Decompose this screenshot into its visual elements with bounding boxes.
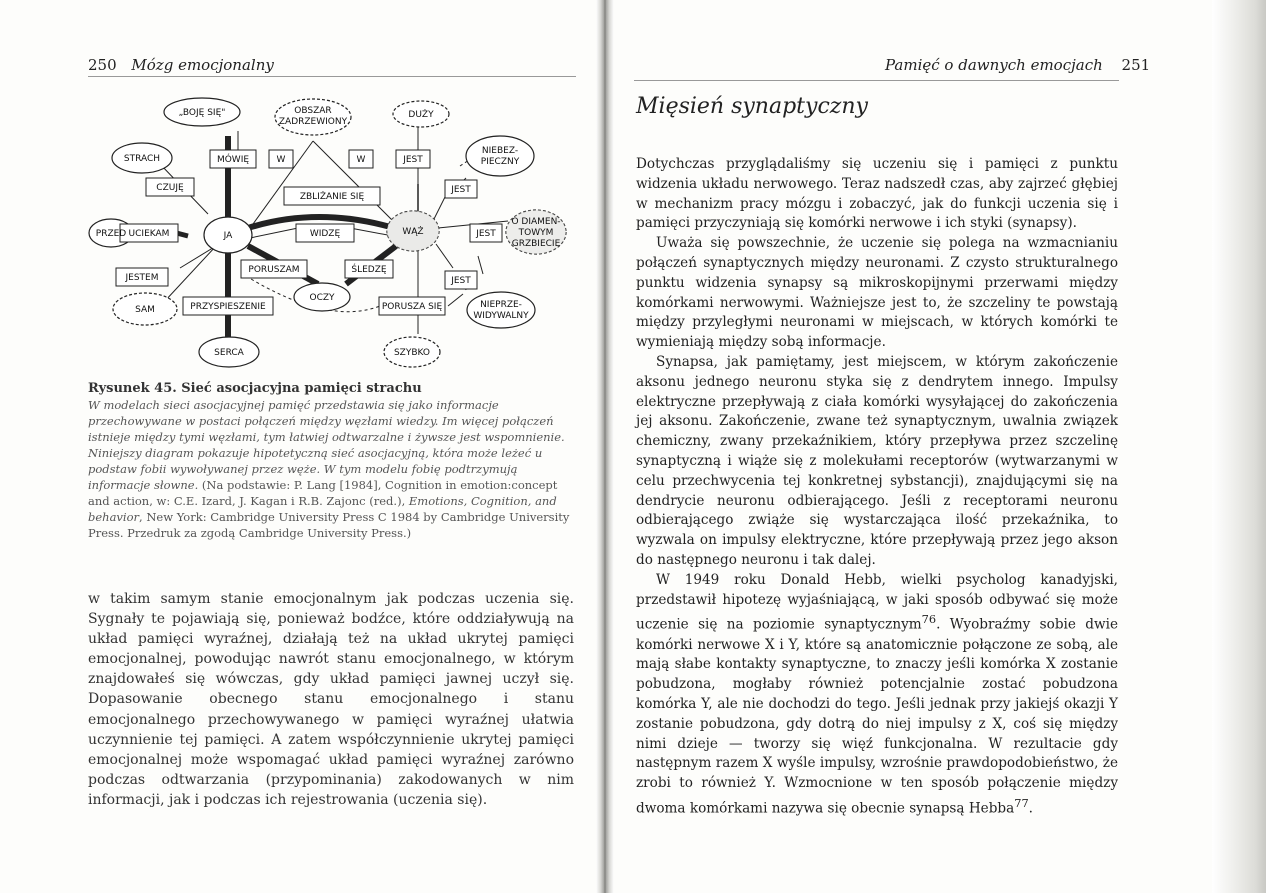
label-przyspieszenie: PRZYSPIESZENIE xyxy=(190,302,266,312)
label-jest-top: JEST xyxy=(403,155,423,165)
right-body-text xyxy=(636,155,1118,819)
label-sledze: ŚLEDZĘ xyxy=(351,265,387,275)
label-widze: WIDZĘ xyxy=(309,229,341,239)
label-sam: SAM xyxy=(135,305,155,315)
left-page-number: 250 xyxy=(88,56,117,74)
label-niebez-2: PIECZNY xyxy=(480,157,520,167)
label-diament-3: GRZBIECIE xyxy=(511,239,561,249)
paragraph-1: Dotychczas przyglądaliśmy się uczeniu się i pamięci z punktu widzenia układu nerwowego. Teraz nadszedł czas, aby zajrzeć głębiej w mechanizm pracy mózgu i zobaczyć, jak do funkcji uczenia się i pamięci przyczyniają się komórki nerwowe i ich styki (synapsy). xyxy=(636,156,1118,232)
caption-source-title: Emotions, Cognition, and behavior xyxy=(88,494,557,524)
label-ja: JA xyxy=(223,231,233,241)
node-nieprzewidywalny xyxy=(467,292,535,328)
label-przed: PRZED xyxy=(95,229,127,239)
paragraph-2: Uważa się powszechnie, że uczenie się polega na wzmacnianiu połączeń synaptycznych między neuronami. Z czysto strukturalnego punktu widzenia synapsy są mikroskopijnymi przerwami między komórkami nerwowymi. Ważniejsze jest to, że szczeliny te powstają między przyległymi neuronami w miejscach, w których komórki te wymieniają między sobą informacje. xyxy=(636,235,1118,351)
label-nieprze-2: WIDYWALNY xyxy=(473,311,529,321)
label-duzy: DUŻY xyxy=(408,110,434,120)
caption-source-b: , New York: Cambridge University Press C 1984 by Cambridge University Press. Przedruk za zgodą Cambridge University Press.) xyxy=(88,510,570,540)
label-strach: STRACH xyxy=(123,154,161,164)
book-spine xyxy=(596,0,614,893)
label-obszar-2: ZADRZEWIONY xyxy=(278,117,348,127)
caption-description: W modelach sieci asocjacyjnej pamięć przedstawia się jako informacje przechowywane w postaci połączeń między węzłami wiedzy. Im więcej połączeń istnieje między tymi węzłami, tym łatwiej odtwarzalne i żywsze jest wspomnienie. Niniejszy diagram pokazuje hipotetyczną sieć asocjacyjną, która może leżeć u podstaw fobii wywoływanej przez węże. W tym modelu fobię podtrzymują informacje słowne. xyxy=(88,398,565,492)
page-edge-shadow xyxy=(1212,0,1266,893)
label-boje-sie: „BOJĘ SIĘ" xyxy=(178,108,226,118)
caption-source-a: (Na podstawie: P. Lang [1984], Cognition in emotion:concept and action, w: C.E. Izard, J. Kagan i R.B. Zajonc (red.), xyxy=(88,478,558,508)
label-jest-right-mid: JEST xyxy=(476,229,496,239)
label-jest-right-low: JEST xyxy=(451,276,471,286)
label-czuje: CZUJĘ xyxy=(156,183,184,193)
label-porusza-sie: PORUSZA SIĘ xyxy=(381,302,443,312)
label-obszar-1: OBSZAR xyxy=(294,106,332,116)
section-title: Mięsień synaptyczny xyxy=(636,94,868,119)
label-mowie: MÓWIĘ xyxy=(216,155,250,165)
label-w1: W xyxy=(276,155,286,165)
figure-caption xyxy=(88,381,572,541)
paragraph-4-c: . xyxy=(1028,800,1033,817)
label-serca: SERCA xyxy=(214,348,244,358)
label-w2: W xyxy=(356,155,366,165)
paragraph-4 xyxy=(636,571,1118,820)
paragraph-4-a: W 1949 roku Donald Hebb, wielki psycholog kanadyjski, przedstawił hipotezę wyjaśniającą, w jaki sposób odbywać się może uczenie się na poziomie synaptycznym xyxy=(636,571,1118,633)
paragraph-3: Synapsa, jak pamiętamy, jest miejscem, w którym zakończenie aksonu jednego neuronu styka się z dendrytem innego. Impulsy elektryczne przepływają z ciała komórki wysyłającej do zakończenia jej aksonu. Zakończenie, zwane też synaptycznym, uwalnia związek chemiczny, zwany przekaźnikiem, który przepływa przez szczelinę synaptyczną i wiąże się z molekułami receptorów (wytwarzanymi w celu przechwycenia tej konkretnej sybstancji), znajdującymi się na dendrycie neuronu odbierającego. Jeśli z receptorami neuronu odbierającego zwiąże się wystarczająca ilość przekaźnika, to wyzwala on impulsy elektryczne, które przepływają przez jego akson do następnego neuronu i tak dalej. xyxy=(636,353,1118,568)
left-header-title: Mózg emocjonalny xyxy=(131,56,274,74)
label-zblizanie: ZBLIŻANIE SIĘ xyxy=(299,192,365,202)
label-waz: WĄŻ xyxy=(402,227,424,237)
label-diament-2: TOWYM xyxy=(518,228,554,238)
node-niebezpieczny xyxy=(466,136,534,176)
right-header-title: Pamięć o dawnych emocjach xyxy=(885,56,1103,74)
label-diament-1: O DIAMEN- xyxy=(511,217,561,227)
footnote-76: 76 xyxy=(921,612,937,627)
label-uciekam: UCIEKAM xyxy=(128,229,170,239)
label-jest-right-top: JEST xyxy=(451,185,471,195)
left-header-rule xyxy=(88,76,576,77)
right-running-header xyxy=(885,56,1150,74)
fear-network-diagram xyxy=(88,96,576,372)
left-running-header xyxy=(88,56,274,74)
caption-label: Rysunek 45. Sieć asocjacyjna pamięci strachu xyxy=(88,381,422,396)
paragraph-4-b: . Wyobraźmy sobie dwie komórki nerwowe X i Y, które są anatomicznie połączone ze sobą, ale mają słabe kontakty synaptyczne, to znaczy jeśli komórka X zostanie pobudzona, mogłaby również potencjalnie zostać pobudzona komórka Y, ale nie dochodzi do tego. Jeśli jednak przy jakiejś okazji Y zostanie pobudzona, gdy dotrą do niej impulsy z X, coś się między nimi dzieje — tworzy się więź funkcjonalna. W rezultacie gdy następnym razem X wyśle impulsy, wzrośnie prawdopodobieństwo, że zrobi to również Y. Wzmocnione w ten sposób połączenie między dwoma komórkami nazywa się obecnie synapsą Hebba xyxy=(636,616,1118,817)
label-oczy: OCZY xyxy=(309,293,335,303)
left-body-text: w takim samym stanie emocjonalnym jak podczas uczenia się. Sygnały te pojawiają się, ponieważ bodźce, które oddziaływują na układ pamięci wyraźnej, działają też na układ ukrytej pamięci emocjonalnej, powodując nawrót stanu emocjonalnego, w którym znajdowałeś się wówczas, gdy układ pamięci jawnej uczył się. Dopasowanie obecnego stanu emocjonalnego i stanu emocjonalnego przechowywanego w pamięci wyraźnej ułatwia uczynnienie tej pamięci. A zatem współczynnienie ukrytej pamięci emocjonalnej może wspomagać układ pamięci wyraźnej zarówno podczas odtwarzania (przypominania) zakodowanych w nim informacji, jak i podczas ich rejestrowania (uczenia się). xyxy=(88,591,574,808)
label-jestem: JESTEM xyxy=(125,273,159,283)
label-poruszam: PORUSZAM xyxy=(248,265,300,275)
right-page-number: 251 xyxy=(1121,56,1151,74)
label-nieprze-1: NIEPRZE- xyxy=(480,300,522,310)
label-szybko: SZYBKO xyxy=(393,348,431,358)
right-header-rule xyxy=(634,80,1119,81)
footnote-77: 77 xyxy=(1014,796,1029,811)
label-niebez-1: NIEBEZ- xyxy=(481,146,519,156)
